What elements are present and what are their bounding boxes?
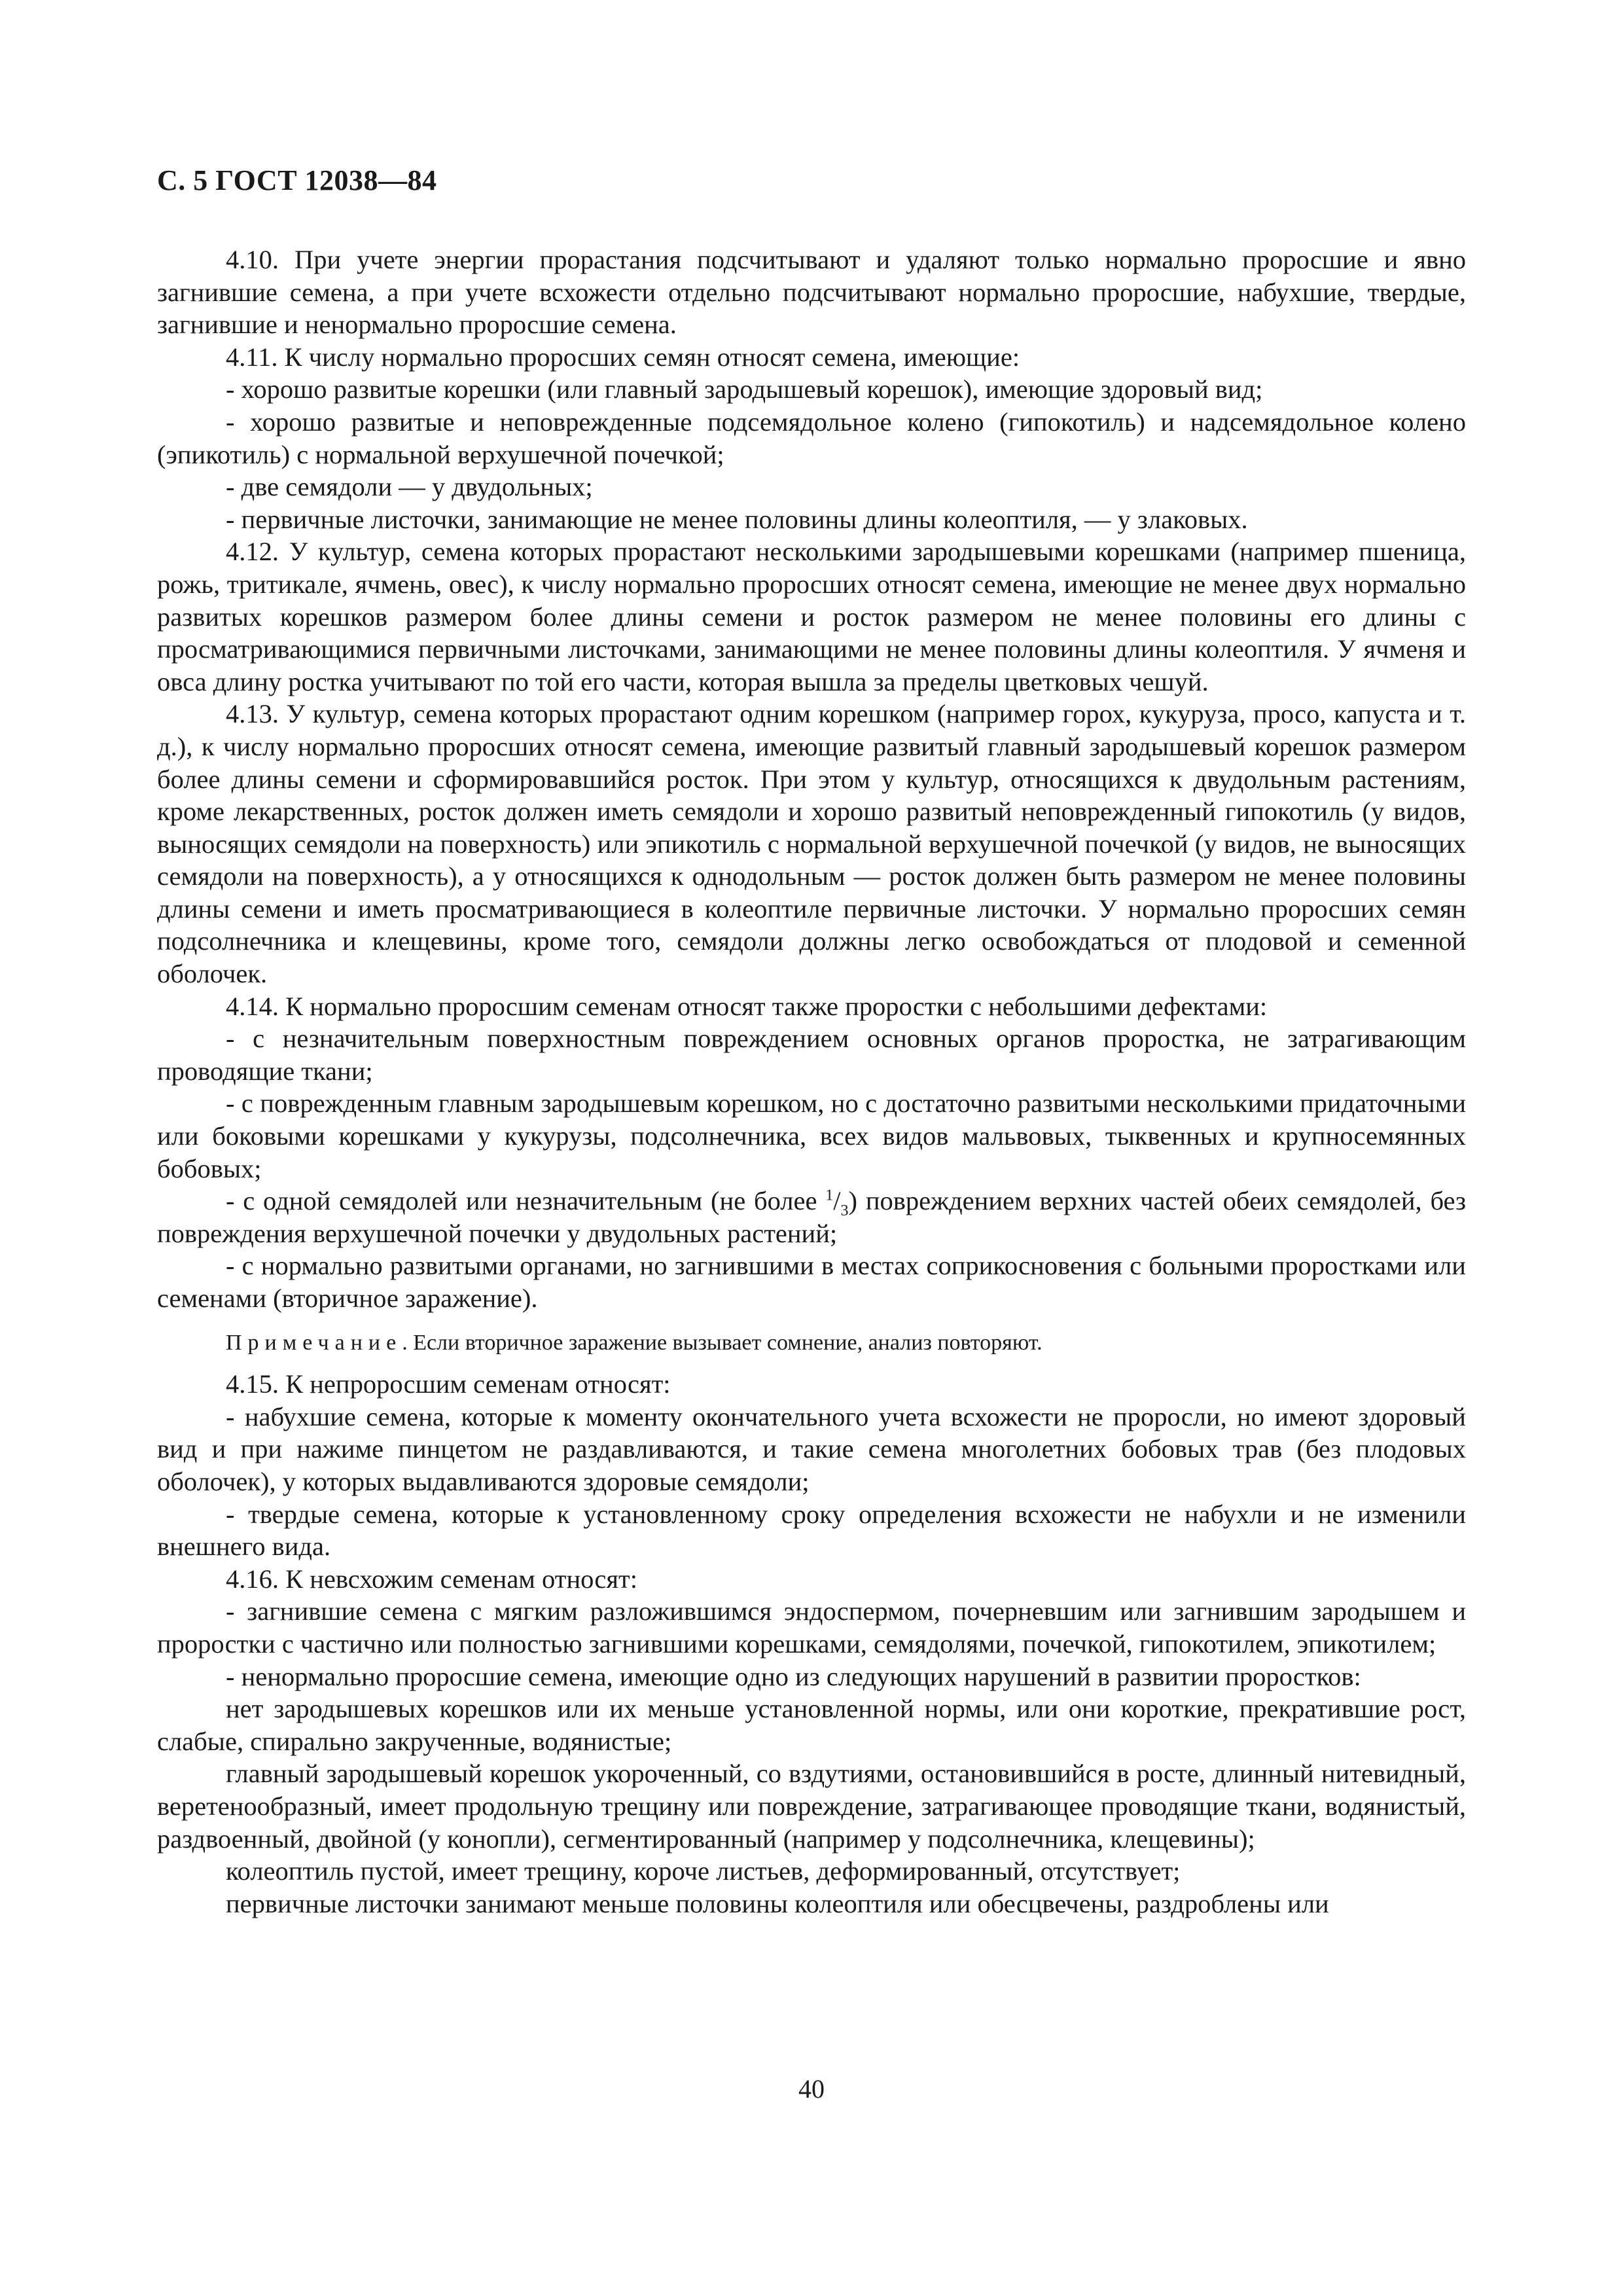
paragraph-with-fraction: - с одной семядолей или незначительным (не более $^1/_3$) повреждением верхних частей обеих семядолей, без повреждения верхушечной почечки у двудольных растений;: [157, 1186, 1466, 1248]
note-text: . Если вторичное заражение вызывает сомнение, анализ повторяют.: [402, 1330, 1043, 1355]
paragraph: главный зародышевый корешок укороченный, со вздутиями, остановившийся в росте, длинный нитевидный, веретенообразный, имеет продольную трещину или повреждение, затрагивающее проводящие ткани, водянистый, раздвоенный, двойной (у конопли), сегментированный (например у подсолнечника, клещевины);: [157, 1759, 1466, 1854]
paragraph: - хорошо развитые корешки (или главный зародышевый корешок), имеющие здоровый вид;: [226, 374, 1263, 404]
paragraph: колеоптиль пустой, имеет трещину, короче листьев, деформированный, отсутствует;: [226, 1856, 1181, 1886]
paragraph: - с незначительным поверхностным повреждением основных органов проростка, не затрагивающим проводящие ткани;: [157, 1024, 1466, 1086]
page-header: С. 5 ГОСТ 12038—84: [157, 164, 437, 196]
paragraph: - первичные листочки, занимающие не менее половины длины колеоптиля, — у злаковых.: [226, 504, 1248, 534]
paragraph: 4.13. У культур, семена которых прорастают одним корешком (например горох, кукуруза, просо, капуста и т. д.), к числу нормально проросших относят семена, имеющие развитый главный зародышевый корешок размером более длины семени и сформировавшийся росток. При этом у культур, относящихся к двудольным растениям, кроме лекарственных, росток должен иметь семядоли и хорошо развитый неповрежденный гипокотиль (у видов, выносящих семядоли на поверхность) или эпикотиль с нормальной верхушечной почечкой (у видов, не выносящих семядоли на поверхность), а у относящихся к однодольным — росток должен быть размером не менее половины длины семени и иметь просматривающиеся в колеоптиле первичные листочки. У нормально проросших семян подсолнечника и клещевины, кроме того, семядоли должны легко освобождаться от плодовой и семенной оболочек.: [157, 699, 1466, 989]
paragraph: - две семядоли — у двудольных;: [226, 472, 593, 502]
paragraph: - твердые семена, которые к установленному сроку определения всхожести не набухли и не изменили внешнего вида.: [157, 1499, 1466, 1562]
fraction-text-before: - с одной семядолей или незначительным (не более: [226, 1186, 826, 1216]
fraction-text-after: ) повреждением верхних частей обеих семядолей, без повреждения верхушечной почечки у двудольных растений;: [157, 1186, 1466, 1248]
fraction-numerator: 1: [825, 1187, 834, 1204]
fraction-denominator: 3: [840, 1202, 849, 1220]
paragraph: 4.10. При учете энергии прорастания подсчитывают и удаляют только нормально проросшие и явно загнившие семена, а при учете всхожести отдельно подсчитывают нормально проросшие, набухшие, твердые, загнившие и ненормально проросшие семена.: [157, 245, 1466, 340]
document-body: [157, 243, 1466, 1920]
paragraph: 4.11. К числу нормально проросших семян относят семена, имеющие:: [226, 342, 1020, 372]
note: [157, 1327, 1466, 1359]
paragraph: 4.14. К нормально проросшим семенам относят также проростки с небольшими дефектами:: [226, 991, 1268, 1021]
paragraph: 4.12. У культур, семена которых прорастают несколькими зародышевыми корешками (например пшеница, рожь, тритикале, ячмень, овес), к числу нормально проросших относят семена, имеющие не менее двух нормально развитых корешков размером более длины семени и росток размером не менее половины его длины с просматривающимися первичными листочками, занимающими не менее половины длины колеоптиля. У ячменя и овса длину ростка учитывают по той его части, которая вышла за пределы цветковых чешуй.: [157, 537, 1466, 696]
paragraph: - с нормально развитыми органами, но загнившими в местах соприкосновения с больными проростками или семенами (вторичное заражение).: [157, 1251, 1466, 1313]
paragraph: - с поврежденным главным зародышевым корешком, но с достаточно развитыми несколькими придаточными или боковыми корешками у кукурузы, подсолнечника, всех видов мальвовых, тыквенных и крупносемянных бобовых;: [157, 1088, 1466, 1183]
note-label: Примечание: [226, 1330, 402, 1355]
paragraph: 4.15. К непроросшим семенам относят:: [226, 1369, 671, 1399]
paragraph: - загнившие семена с мягким разложившимся эндоспермом, почерневшим или загнившим зародышем и проростки с частично или полностью загнившими корешками, семядолями, почечкой, гипокотилем, эпикотилем;: [157, 1596, 1466, 1659]
paragraph: - хорошо развитые и неповрежденные подсемядольное колено (гипокотиль) и надсемядольное колено (эпикотиль) с нормальной верхушечной почечкой;: [157, 406, 1466, 469]
paragraph: - ненормально проросшие семена, имеющие одно из следующих нарушений в развитии проростков:: [226, 1661, 1361, 1691]
paragraph: - набухшие семена, которые к моменту окончательного учета всхожести не проросли, но имеют здоровый вид и при нажиме пинцетом не раздавливаются, и такие семена многолетних бобовых трав (без плодовых оболочек), у которых выдавливаются здоровые семядоли;: [157, 1401, 1466, 1496]
page-number: 40: [798, 2074, 825, 2104]
paragraph: первичные листочки занимают меньше половины колеоптиля или обесцвечены, раздроблены или: [226, 1888, 1329, 1918]
paragraph: нет зародышевых корешков или их меньше установленной нормы, или они короткие, прекратившие рост, слабые, спирально закрученные, водянистые;: [157, 1694, 1466, 1756]
paragraph: 4.16. К невсхожим семенам относят:: [226, 1564, 637, 1594]
